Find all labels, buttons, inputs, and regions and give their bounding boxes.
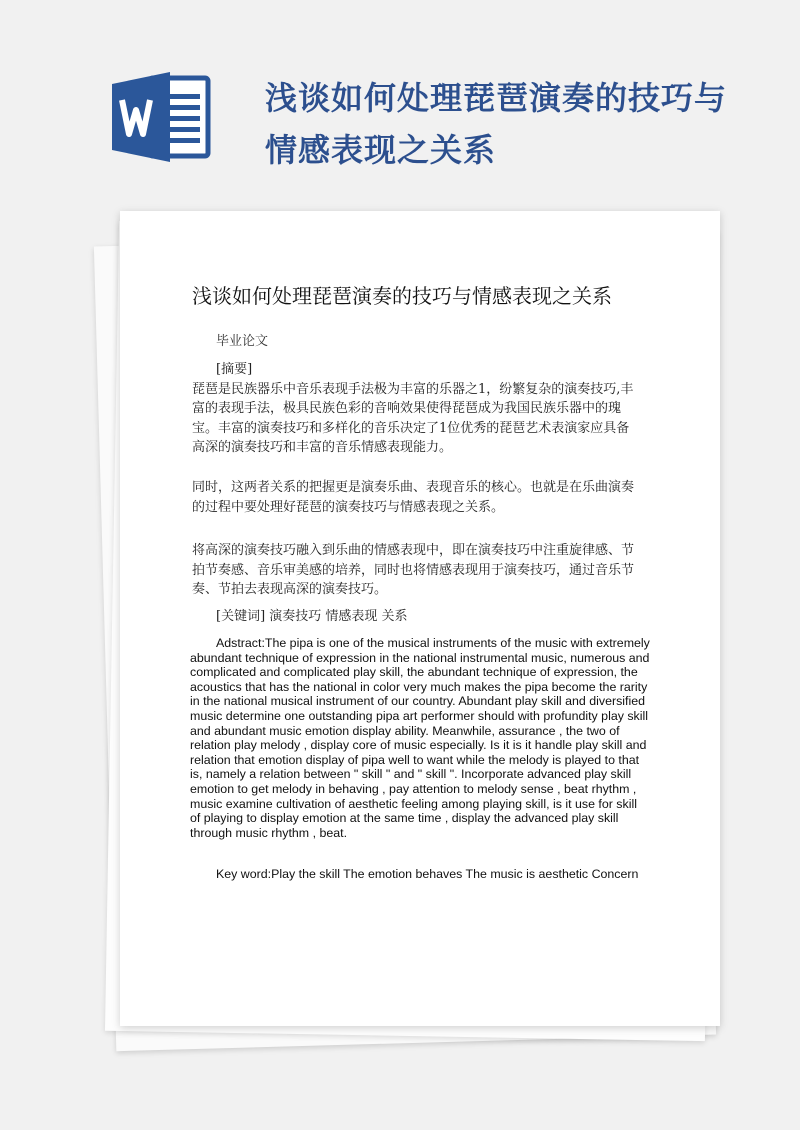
abstract-cn [192, 360, 642, 458]
abstract-label: [摘要] [216, 362, 253, 377]
header-title: 浅谈如何处理琵琶演奏的技巧与情感表现之关系 [265, 79, 728, 169]
document-title: 浅谈如何处理琵琶演奏的技巧与情感表现之关系 [192, 284, 612, 308]
document-page [120, 211, 720, 1026]
keywords-en-text: Key word:Play the skill The emotion behaves The music is aesthetic Concern [216, 867, 639, 881]
document-type: 毕业论文 [216, 334, 269, 349]
header-banner [0, 0, 800, 200]
abstract-en-text: Adstract:The pipa is one of the musical instruments of the music with extremely abundant technique of expression in the national instrumental music, numerous and complicated and complicated play skill, the abundant technique of expression, the acoustics that has the national in color very much makes the pipa become the rarity in the national musical instrument of our country. Abundant play skill and diversified music determine one outstanding pipa art performer should with profundity play skill and abundant music emotion display ability. Meanwhile, assurance , the two of relation play melody , display core of music especially. Is it is it handle play skill and relation that emotion display of pipa well to want while the melody is played to that is, namely a relation between " skill " and " skill ". Incorporate advanced play skill emotion to get melody in behaving , pay attention to melody sense , beat rhythm , music examine cultivation of aesthetic feeling among playing skill, is it use for skill of playing to display emotion at the same time , display the advanced play skill through music rhythm , beat. [190, 636, 650, 840]
word-document-icon [112, 72, 212, 162]
keywords-cn: [关键词] 演奏技巧 情感表现 关系 [216, 609, 408, 624]
paragraph-2: 将高深的演奏技巧融入到乐曲的情感表现中，即在演奏技巧中注重旋律感、节拍节奏感、音乐审美感的培养，同时也将情感表现用于演奏技巧，通过音乐节奏、节拍去表现高深的演奏技巧。 [192, 543, 635, 597]
paragraph-1: 同时，这两者关系的把握更是演奏乐曲、表现音乐的核心。也就是在乐曲演奏的过程中要处理好琵琶的演奏技巧与情感表现之关系。 [192, 480, 635, 515]
abstract-cn-text: 琵琶是民族器乐中音乐表现手法极为丰富的乐器之1，纷繁复杂的演奏技巧,丰富的表现手法，极具民族色彩的音响效果使得琵琶成为我国民族乐器中的瑰宝。丰富的演奏技巧和多样化的音乐决定了1位优秀的琵琶艺术表演家应具备高深的演奏技巧和丰富的音乐情感表现能力。 [192, 381, 634, 455]
abstract-en [190, 636, 650, 840]
keywords-en [190, 867, 650, 882]
